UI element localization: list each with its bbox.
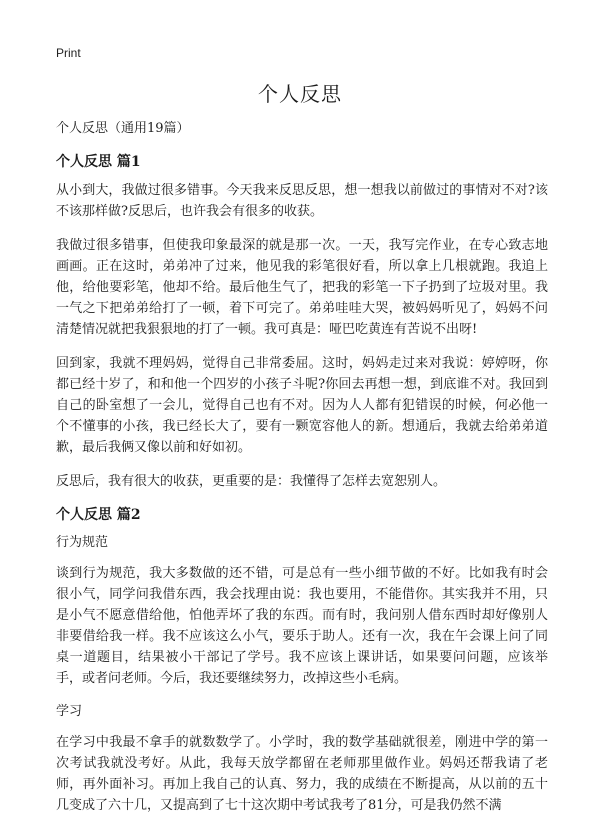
section-heading: 个人反思 篇1 bbox=[56, 154, 141, 170]
print-link[interactable]: Print bbox=[56, 46, 81, 60]
section-2 bbox=[56, 505, 548, 816]
subheading-study: 学习 bbox=[56, 704, 83, 719]
page-title: 个人反思 bbox=[258, 82, 342, 106]
section-1 bbox=[56, 152, 548, 492]
paragraph: 反思后，我有很大的收获，更重要的是：我懂得了怎样去宽恕别人。 bbox=[56, 474, 447, 489]
document-body bbox=[56, 120, 548, 828]
paragraph: 我做过很多错事，但使我印象最深的就是那一次。一天，我写完作业，在专心致志地画画。正在这时，弟弟冲了过来，他见我的彩笔很好看，所以拿上几根就跑。我追上他，给他要彩笔，他却不给。最后他生气了，把我的彩笔一下子扔到了垃圾对里。我一气之下把弟弟给打了一顿，着下可完了。弟弟哇哇大哭，被妈妈听见了，妈妈不问清楚情况就把我狠狠地的打了一顿。我可真是：哑巴吃黄连有苦说不出呀! bbox=[56, 238, 548, 337]
paragraph: 谈到行为规范，我大多数做的还不错，可是总有一些小细节做的不好。比如我有时会很小气，同学问我借东西，我会找理由说：我也要用，不能借你。其实我并不用，只是小气不愿意借给他，怕他弄坏了我的东西。而有时，我问别人借东西时却好像别人非要借给我一样。我不应该这么小气，要乐于助人。还有一次，我在午会课上问了同桌一道题目，结果被小干部记了学号。我不应该上课讲话，如果要问问题，应该举手，或者问老师。今后，我还要继续努力，改掉这些小毛病。 bbox=[56, 566, 548, 686]
paragraph: 在学习中我最不拿手的就数数学了。小学时，我的数学基础就很差，刚进中学的第一次考试我就没考好。从此，我每天放学都留在老师那里做作业。妈妈还帮我请了老师，再外面补习。再加上我自己的认真、努力，我的成绩在不断提高，从以前的五十几变成了六十几，又提高到了七十这次期中考试我考了81分，可是我仍然不满 bbox=[56, 735, 548, 813]
paragraph: 从小到大，我做过很多错事。今天我来反思反思，想一想我以前做过的事情对不对?该不该那样做?反思后，也许我会有很多的收获。 bbox=[56, 183, 548, 219]
document-subtitle: 个人反思（通用19篇） bbox=[56, 121, 190, 136]
paragraph: 回到家，我就不理妈妈，觉得自己非常委屈。这时，妈妈走过来对我说：婷婷呀，你都已经十岁了，和和他一个四岁的小孩子斗呢?你回去再想一想，到底谁不对。我回到自己的卧室想了一会儿，觉得自己也有不对。因为人人都有犯错误的时候，何必他一个不懂事的小孩，我已经长大了，要有一颗宽容他人的新。想通后，我就去给弟弟道歉，最后我俩又像以前和好如初。 bbox=[56, 356, 548, 455]
subheading-behavior: 行为规范 bbox=[56, 535, 109, 550]
section-heading: 个人反思 篇2 bbox=[56, 507, 141, 523]
